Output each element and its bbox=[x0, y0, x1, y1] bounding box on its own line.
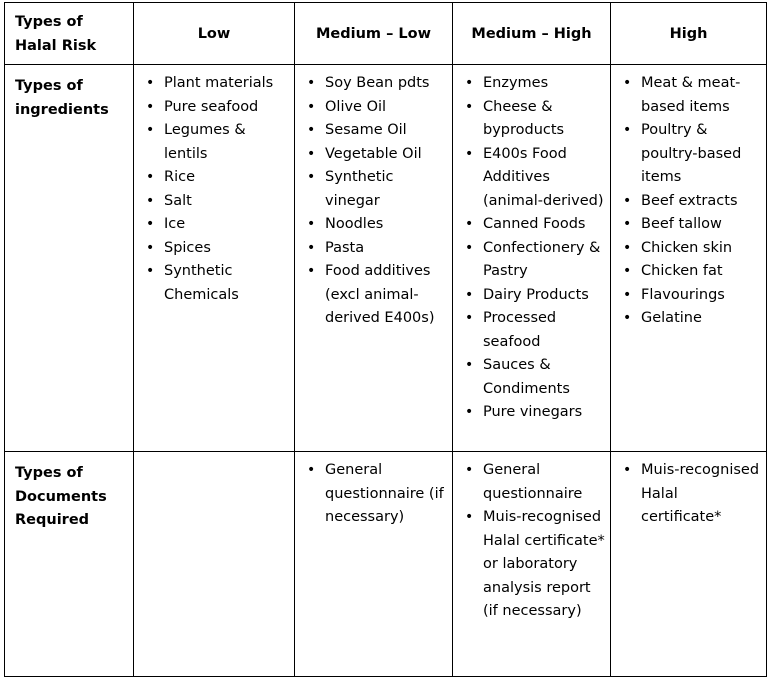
list-item bbox=[453, 459, 606, 506]
bullet-icon: • bbox=[465, 286, 474, 303]
column-header-high: High bbox=[611, 3, 767, 65]
bullet-icon: • bbox=[146, 75, 155, 91]
list-item bbox=[453, 237, 606, 284]
list-item bbox=[453, 284, 606, 308]
bullet-icon: • bbox=[307, 122, 316, 138]
list-item bbox=[134, 260, 290, 307]
bullet-icon: • bbox=[623, 286, 632, 303]
bullet-icon: • bbox=[465, 239, 474, 256]
bullet-icon: • bbox=[623, 462, 632, 478]
list-item-text: Flavourings bbox=[641, 286, 725, 303]
list-item-text: Enzymes bbox=[483, 75, 549, 91]
list-item-text: Pure seafood bbox=[164, 98, 259, 115]
list-item-text: Cheese & byproducts bbox=[483, 98, 565, 138]
list-item-text: Synthetic Chemicals bbox=[164, 263, 239, 303]
list-item bbox=[134, 72, 290, 96]
list-item bbox=[611, 307, 762, 331]
list-item bbox=[453, 307, 606, 354]
bullet-icon: • bbox=[146, 239, 155, 256]
list-item-text: Vegetable Oil bbox=[325, 145, 422, 162]
list-item bbox=[295, 213, 448, 237]
documents-medium-low-cell bbox=[295, 452, 453, 677]
documents-high-cell bbox=[611, 452, 767, 677]
list-item bbox=[611, 119, 762, 190]
list-item-text: General questionnaire bbox=[483, 462, 583, 502]
documents-medium-high-cell bbox=[453, 452, 611, 677]
bullet-icon: • bbox=[146, 98, 155, 115]
list-item-text: Processed seafood bbox=[483, 310, 557, 350]
bullet-icon: • bbox=[465, 216, 474, 232]
bullet-icon: • bbox=[623, 122, 632, 138]
bullet-icon: • bbox=[307, 239, 316, 256]
list-item-text: Food additives (excl animal-derived E400s) bbox=[325, 263, 435, 326]
list-item bbox=[295, 143, 448, 167]
bullet-icon: • bbox=[623, 239, 632, 256]
bullet-icon: • bbox=[146, 192, 155, 209]
list-item-text: Pure vinegars bbox=[483, 404, 583, 420]
bullet-icon: • bbox=[307, 462, 316, 478]
bullet-icon: • bbox=[307, 75, 316, 91]
list-item-text: Sesame Oil bbox=[325, 122, 407, 138]
list-item-text: Pasta bbox=[325, 239, 365, 256]
bullet-icon: • bbox=[146, 122, 155, 138]
list-item bbox=[134, 237, 290, 261]
list-item-text: Olive Oil bbox=[325, 98, 387, 115]
column-header-low: Low bbox=[134, 3, 295, 65]
list-item-text: Sauces & Condiments bbox=[483, 357, 570, 397]
list-item bbox=[453, 96, 606, 143]
list-item-text: Beef extracts bbox=[641, 192, 738, 209]
list-item bbox=[295, 96, 448, 120]
bullet-icon: • bbox=[307, 98, 316, 115]
bullet-icon: • bbox=[146, 169, 155, 185]
documents-low-cell bbox=[134, 452, 295, 677]
bullet-icon: • bbox=[465, 462, 474, 478]
bullet-icon: • bbox=[465, 357, 474, 373]
list-item bbox=[134, 119, 290, 166]
list-item bbox=[611, 459, 762, 530]
list-item bbox=[453, 354, 606, 401]
list-item bbox=[611, 72, 762, 119]
bullet-icon: • bbox=[465, 404, 474, 420]
ingredients-row bbox=[5, 65, 767, 452]
bullet-icon: • bbox=[146, 216, 155, 232]
list-item-text: Spices bbox=[164, 239, 211, 256]
row-header-documents: Types of Documents Required bbox=[5, 452, 134, 677]
column-header-medium-low: Medium – Low bbox=[295, 3, 453, 65]
halal-risk-table bbox=[4, 2, 767, 677]
documents-row bbox=[5, 452, 767, 677]
bullet-icon: • bbox=[307, 263, 316, 279]
list-item-text: Canned Foods bbox=[483, 216, 586, 232]
list-item-text: E400s Food Additives (animal-derived) bbox=[483, 145, 604, 209]
row-header-ingredients: Types of ingredients bbox=[5, 65, 134, 452]
list-item bbox=[295, 72, 448, 96]
ingredients-low-cell bbox=[134, 65, 295, 452]
column-header-medium-high: Medium – High bbox=[453, 3, 611, 65]
list-item-text: Muis-recognised Halal certificate* or laboratory analysis report (if necessary) bbox=[483, 509, 605, 619]
list-item-text: Noodles bbox=[325, 216, 384, 232]
bullet-icon: • bbox=[465, 310, 474, 326]
list-item-text: Chicken fat bbox=[641, 263, 723, 279]
ingredients-high-cell bbox=[611, 65, 767, 452]
ingredients-medium-high-cell bbox=[453, 65, 611, 452]
list-item bbox=[295, 119, 448, 143]
list-item bbox=[134, 213, 290, 237]
list-item-text: Legumes & lentils bbox=[164, 122, 246, 162]
list-item bbox=[134, 166, 290, 190]
list-item-text: Plant materials bbox=[164, 75, 274, 91]
list-item bbox=[611, 237, 762, 261]
list-item-text: Synthetic vinegar bbox=[325, 169, 394, 209]
list-item bbox=[453, 143, 606, 214]
list-item bbox=[453, 213, 606, 237]
header-row bbox=[5, 3, 767, 65]
bullet-icon: • bbox=[623, 263, 632, 279]
list-item-text: Dairy Products bbox=[483, 286, 589, 303]
list-item-text: Poultry & poultry-based items bbox=[641, 122, 742, 185]
bullet-icon: • bbox=[465, 75, 474, 91]
list-item bbox=[295, 260, 448, 331]
list-item bbox=[295, 459, 448, 530]
corner-header: Types of Halal Risk bbox=[5, 3, 134, 65]
bullet-icon: • bbox=[307, 216, 316, 232]
list-item-text: Gelatine bbox=[641, 310, 702, 326]
list-item-text: Rice bbox=[164, 169, 195, 185]
bullet-icon: • bbox=[623, 75, 632, 91]
bullet-icon: • bbox=[465, 509, 474, 525]
list-item bbox=[611, 190, 762, 214]
list-item bbox=[453, 401, 606, 425]
list-item-text: Soy Bean pdts bbox=[325, 75, 430, 91]
ingredients-medium-low-cell bbox=[295, 65, 453, 452]
bullet-icon: • bbox=[307, 169, 316, 185]
bullet-icon: • bbox=[623, 310, 632, 326]
list-item bbox=[295, 237, 448, 261]
bullet-icon: • bbox=[465, 145, 474, 162]
list-item bbox=[295, 166, 448, 213]
bullet-icon: • bbox=[465, 98, 474, 115]
bullet-icon: • bbox=[623, 192, 632, 209]
list-item-text: Ice bbox=[164, 216, 186, 232]
bullet-icon: • bbox=[146, 263, 155, 279]
list-item bbox=[453, 72, 606, 96]
list-item-text: General questionnaire (if necessary) bbox=[325, 462, 444, 525]
list-item-text: Beef tallow bbox=[641, 216, 722, 232]
list-item-text: Chicken skin bbox=[641, 239, 733, 256]
list-item-text: Meat & meat-based items bbox=[641, 75, 741, 115]
list-item bbox=[611, 213, 762, 237]
list-item-text: Salt bbox=[164, 192, 192, 209]
list-item bbox=[453, 506, 606, 624]
list-item bbox=[611, 260, 762, 284]
list-item-text: Muis-recognised Halal certificate* bbox=[641, 462, 760, 525]
list-item bbox=[134, 190, 290, 214]
list-item bbox=[134, 96, 290, 120]
bullet-icon: • bbox=[307, 145, 316, 162]
bullet-icon: • bbox=[623, 216, 632, 232]
list-item bbox=[611, 284, 762, 308]
list-item-text: Confectionery & Pastry bbox=[483, 239, 601, 279]
